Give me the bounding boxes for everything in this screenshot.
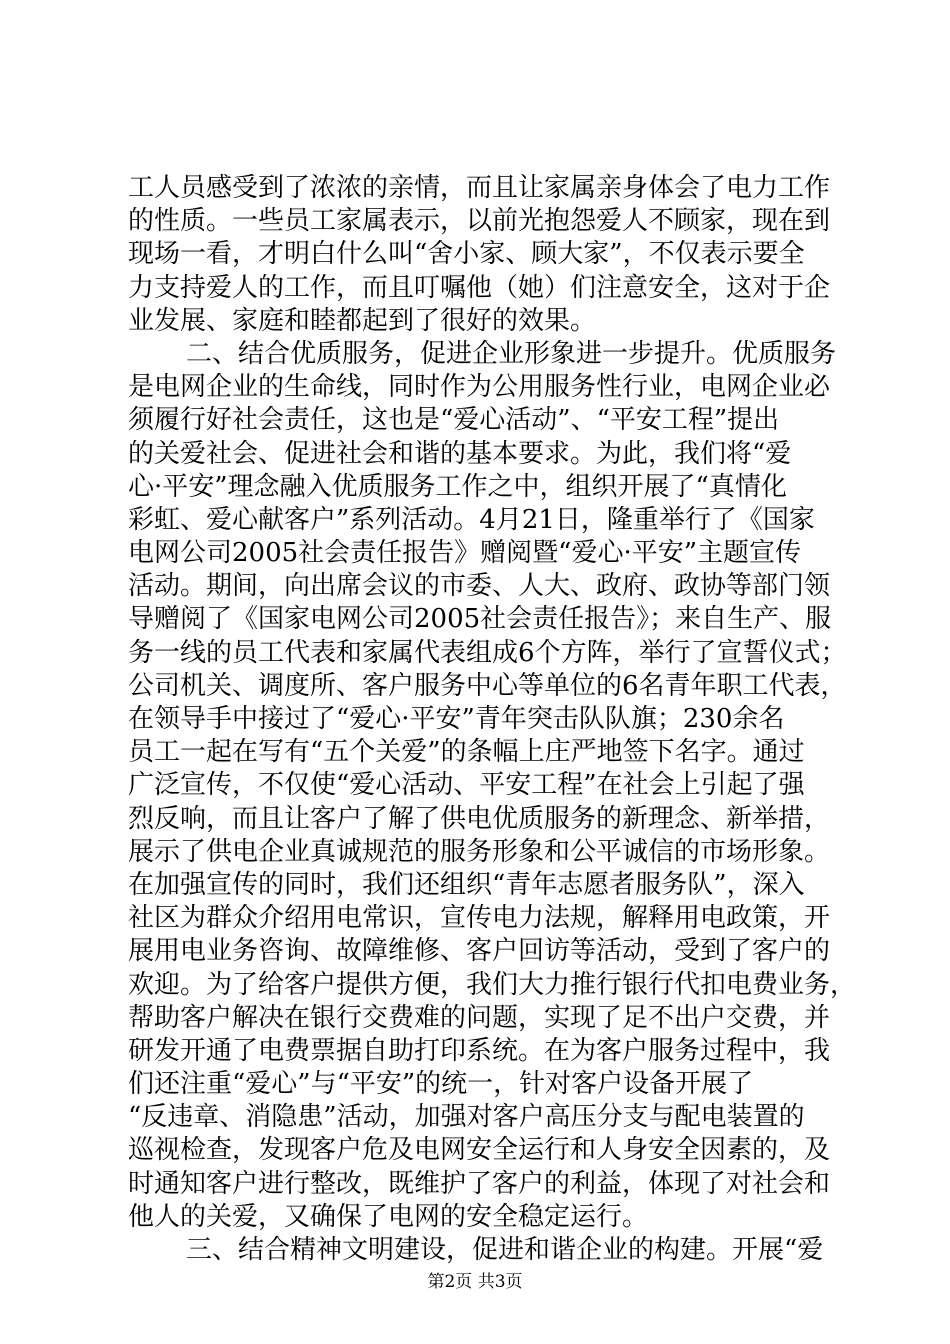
text-line: 们还注重“爱心”与“平安”的统一，针对客户设备开展了 xyxy=(128,1069,754,1100)
text-line: 务一线的员工代表和家属代表组成6个方阵，举行了宣誓仪式； xyxy=(128,637,847,668)
text-line: 彩虹、爱心献客户”系列活动。4月21日，隆重举行了《国家 xyxy=(128,504,815,535)
text-line: 工人员感受到了浓浓的亲情，而且让家属亲身体会了电力工作 xyxy=(128,173,831,203)
text-line: 导赠阅了《国家电网公司2005社会责任报告》；来自生产、服 xyxy=(128,604,832,635)
text-line: 烈反响，而且让客户了解了供电优质服务的新理念、新举措， xyxy=(128,803,831,834)
text-line: 业发展、家庭和睦都起到了很好的效果。 xyxy=(128,305,597,336)
text-line: 研发开通了电费票据自助打印系统。在为客户服务过程中，我 xyxy=(128,1035,831,1066)
text-line: “反违章、消隐患”活动，加强对客户高压分支与配电装置的 xyxy=(128,1102,805,1133)
text-line: 力支持爱人的工作，而且叮嘱他（她）们注意安全，这对于企 xyxy=(128,272,831,303)
text-line: 员工一起在写有“五个关爱”的条幅上庄严地签下名字。通过 xyxy=(128,737,805,768)
text-line: 公司机关、调度所、客户服务中心等单位的6名青年职工代表， xyxy=(128,670,847,701)
text-line: 是电网企业的生命线，同时作为公用服务性行业，电网企业必 xyxy=(128,372,831,403)
text-line: 须履行好社会责任，这也是“爱心活动”、“平安工程”提出 xyxy=(128,405,780,436)
section-heading-line: 二、结合优质服务，促进企业形象进一步提升。优质服务 xyxy=(186,338,837,369)
text-line: 展示了供电企业真诚规范的服务形象和公平诚信的市场形象。 xyxy=(128,836,831,867)
text-line: 电网公司2005社会责任报告》赠阅暨“爱心·平安”主题宣传 xyxy=(128,538,802,569)
text-line: 的性质。一些员工家属表示，以前光抱怨爱人不顾家，现在到 xyxy=(128,206,831,237)
text-line: 他人的关爱，又确保了电网的安全稳定运行。 xyxy=(128,1201,649,1232)
text-line: 广泛宣传，不仅使“爱心活动、平安工程”在社会上引起了强 xyxy=(128,770,805,801)
text-line: 社区为群众介绍用电常识，宣传电力法规，解释用电政策，开 xyxy=(128,903,831,934)
text-line: 巡视检查，发现客户危及电网安全运行和人身安全因素的，及 xyxy=(128,1135,831,1166)
section-heading-line: 三、结合精神文明建设，促进和谐企业的构建。开展“爱 xyxy=(186,1235,824,1265)
text-line: 展用电业务咨询、故障维修、客户回访等活动，受到了客户的 xyxy=(128,936,831,967)
text-line: 的关爱社会、促进社会和谐的基本要求。为此，我们将“爱 xyxy=(128,438,792,469)
text-line: 活动。期间，向出席会议的市委、人大、政府、政协等部门领 xyxy=(128,571,831,602)
page-number-footer: 第2页 共3页 xyxy=(427,1272,523,1292)
text-line: 心·平安”理念融入优质服务工作之中，组织开展了“真情化 xyxy=(128,471,787,502)
text-line: 现场一看，才明白什么叫“舍小家、顾大家”，不仅表示要全 xyxy=(128,239,805,270)
text-line: 帮助客户解决在银行交费难的问题，实现了足不出户交费，并 xyxy=(128,1002,831,1033)
text-line: 欢迎。为了给客户提供方便，我们大力推行银行代扣电费业务， xyxy=(128,969,857,1000)
body-text xyxy=(128,172,857,1267)
text-line: 在领导手中接过了“爱心·平安”青年突击队队旗；230余名 xyxy=(128,704,785,734)
text-line: 在加强宣传的同时，我们还组织“青年志愿者服务队”，深入 xyxy=(128,869,805,900)
text-line: 时通知客户进行整改，既维护了客户的利益，体现了对社会和 xyxy=(128,1168,831,1199)
